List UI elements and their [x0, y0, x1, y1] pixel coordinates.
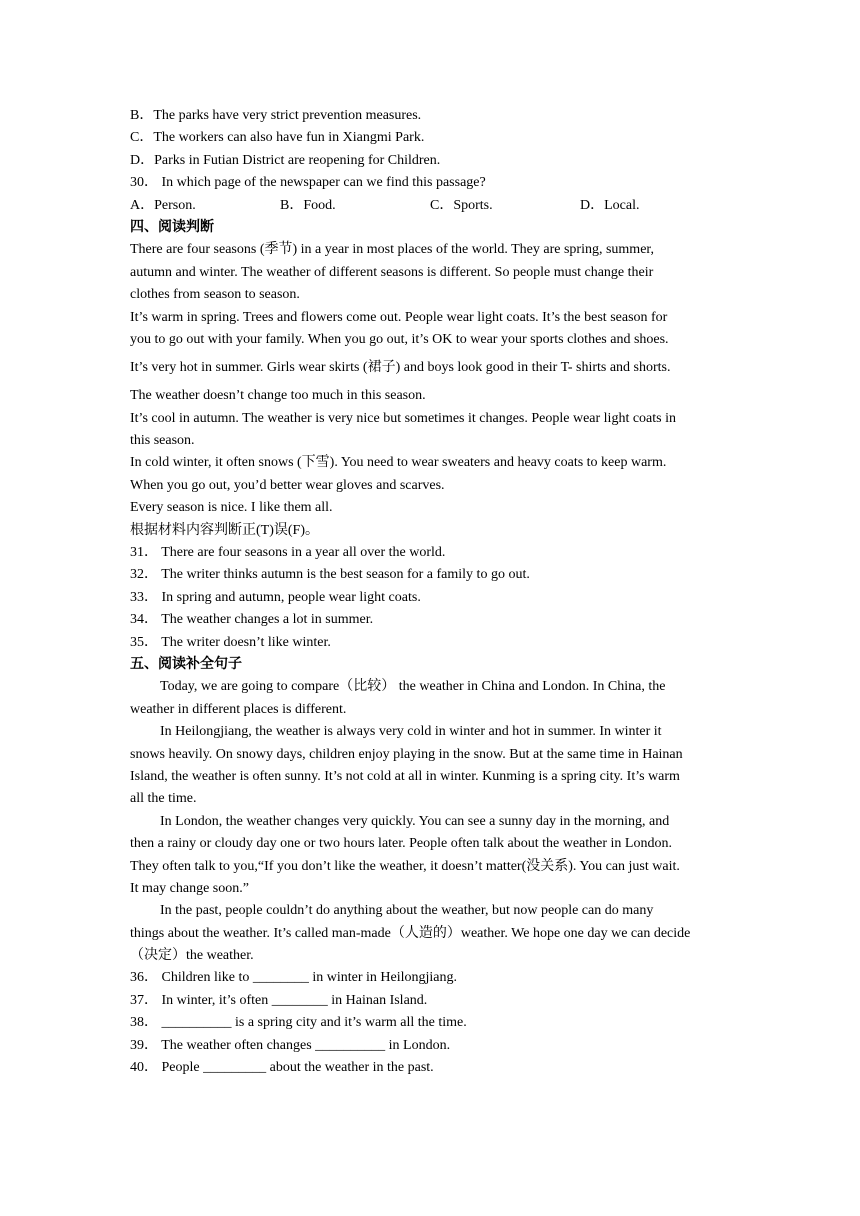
- passage-line: snows heavily. On snowy days, children enjoy playing in the snow. But at the same time in Hainan: [130, 746, 683, 762]
- question-37: 37． In winter, it’s often ________ in Hainan Island.: [130, 992, 428, 1008]
- passage-line: They often talk to you,“If you don’t like the weather, it doesn’t matter(没关系). You can just wait.: [130, 858, 680, 874]
- question-31: 31． There are four seasons in a year all over the world.: [130, 545, 446, 561]
- q30-option-c: C．Sports.: [430, 197, 493, 213]
- q30-options: [130, 195, 740, 217]
- section5-title: 五、阅读补全句子: [130, 656, 242, 672]
- q29-option-c: C．The workers can also have fun in Xiangmi Park.: [130, 130, 425, 146]
- passage-line: Every season is nice. I like them all.: [130, 500, 333, 516]
- question-35: 35． The writer doesn’t like winter.: [130, 634, 331, 650]
- q29-option-b: B．The parks have very strict prevention measures.: [130, 108, 422, 123]
- passage-line: When you go out, you’d better wear gloves and scarves.: [130, 477, 445, 493]
- passage-line: （决定）the weather.: [130, 948, 254, 964]
- question-38: 38． __________ is a spring city and it’s warm all the time.: [130, 1015, 467, 1031]
- passage-line: There are four seasons (季节) in a year in most places of the world. They are spring, summer,: [130, 242, 655, 258]
- section4-instruction: 根据材料内容判断正(T)误(F)。: [130, 522, 319, 538]
- passage-line: all the time.: [130, 791, 197, 807]
- q30-option-b: B．Food.: [280, 197, 336, 213]
- q30-option-a: A．Person.: [130, 197, 196, 213]
- passage-line: It’s very hot in summer. Girls wear skirts (裙子) and boys look good in their T- shirts and shorts.: [130, 360, 671, 376]
- passage-line: The weather doesn’t change too much in this season.: [130, 388, 426, 404]
- passage-line: you to go out with your family. When you go out, it’s OK to wear your sports clothes and shoes.: [130, 331, 669, 347]
- passage-line: In the past, people couldn’t do anything about the weather, but now people can do many: [160, 903, 654, 919]
- passage-line: In Heilongjiang, the weather is always very cold in winter and hot in summer. In winter it: [160, 724, 662, 740]
- question-34: 34． The weather changes a lot in summer.: [130, 612, 374, 628]
- q29-option-d: D．Parks in Futian District are reopening for Children.: [130, 152, 441, 168]
- section4-title: 四、阅读判断: [130, 219, 214, 235]
- passage-line: weather in different places is different.: [130, 701, 347, 717]
- question-32: 32． The writer thinks autumn is the best season for a family to go out.: [130, 567, 530, 583]
- passage-line: this season.: [130, 433, 195, 449]
- document-content: [130, 105, 740, 1079]
- q30-question: 30． In which page of the newspaper can we find this passage?: [130, 175, 486, 191]
- question-33: 33． In spring and autumn, people wear light coats.: [130, 589, 421, 605]
- passage-line: things about the weather. It’s called man-made（人造的）weather. We hope one day we can decide: [130, 925, 691, 941]
- passage-line: In London, the weather changes very quickly. You can see a sunny day in the morning, and: [160, 813, 670, 829]
- passage-line: It’s warm in spring. Trees and flowers come out. People wear light coats. It’s the best season for: [130, 309, 668, 325]
- passage-line: It’s cool in autumn. The weather is very nice but sometimes it changes. People wear light coats in: [130, 410, 676, 426]
- passage-line: It may change soon.”: [130, 880, 249, 896]
- question-39: 39． The weather often changes __________ in London.: [130, 1037, 451, 1053]
- passage-line: In cold winter, it often snows (下雪). You need to wear sweaters and heavy coats to keep warm.: [130, 455, 667, 471]
- question-40: 40． People _________ about the weather in the past.: [130, 1060, 434, 1076]
- q30-option-d: D．Local.: [580, 197, 640, 213]
- passage-line: clothes from season to season.: [130, 287, 300, 303]
- question-36: 36． Children like to ________ in winter in Heilongjiang.: [130, 970, 458, 986]
- passage-line: then a rainy or cloudy day one or two hours later. People often talk about the weather in London.: [130, 836, 672, 852]
- passage-line: Island, the weather is often sunny. It’s not cold at all in winter. Kunming is a spring city. It’s warm: [130, 768, 680, 784]
- passage-line: autumn and winter. The weather of different seasons is different. So people must change their: [130, 264, 654, 280]
- passage-line: Today, we are going to compare（比较） the weather in China and London. In China, the: [160, 679, 666, 695]
